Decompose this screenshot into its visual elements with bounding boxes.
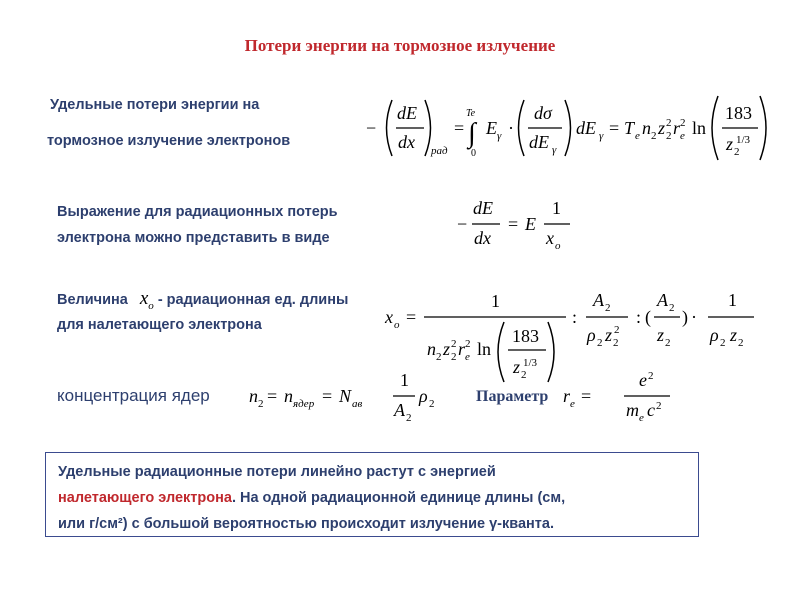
f1-minus: − — [366, 118, 377, 138]
formula-radiative-loss — [362, 88, 782, 168]
f3-z3-sub: 2 — [613, 337, 619, 349]
f4-eq2: = — [322, 386, 333, 406]
f3-rho-sub: 2 — [597, 337, 603, 349]
summary-line1: Удельные радиационные потери линейно растут с энергией — [58, 464, 496, 480]
f3-z5-sub: 2 — [738, 337, 744, 349]
f5-m: m — [626, 400, 639, 420]
f4-eq1: = — [267, 386, 278, 406]
f3-dot: · — [691, 307, 697, 327]
f1-dx: dx — [398, 132, 415, 152]
f3-A2: A — [657, 290, 668, 310]
summary-line2: . На одной радиационной единице длины (см, — [231, 490, 566, 506]
block1-text — [47, 93, 291, 153]
summary-box — [45, 452, 699, 537]
f4-rho-sub: 2 — [429, 398, 435, 410]
f1-gamma-sub2: γ — [552, 144, 557, 156]
f3-n: n — [427, 339, 436, 359]
f3-z: z — [443, 339, 451, 359]
f3-one2: 1 — [728, 290, 737, 310]
f1-r-sup: 2 — [680, 117, 686, 129]
f4-n2: n — [284, 386, 293, 406]
f3-third: 1/3 — [523, 357, 538, 369]
f3-rparen: ) — [682, 307, 688, 327]
summary-line3: или г/см²) с большой вероятностью происходит излучение γ-кванта. — [58, 516, 554, 532]
f4-rho: ρ — [419, 386, 428, 406]
f4-n: n — [249, 386, 258, 406]
f4-N: N — [339, 386, 352, 406]
f3-r: r — [458, 339, 466, 359]
f5-e: e — [639, 370, 647, 390]
concentration-label: концентрация ядер — [57, 386, 210, 405]
f1-n-sub: 2 — [651, 130, 657, 142]
f4-A-sub: 2 — [406, 412, 412, 424]
f3-n-sub: 2 — [436, 351, 442, 363]
f3-A-sub: 2 — [605, 302, 611, 314]
f4-A: A — [394, 400, 405, 420]
f1-183: 183 — [725, 103, 752, 123]
block1-line1: Удельные потери энергии на — [50, 97, 260, 113]
f5-c: c — [647, 400, 655, 420]
f2-eq: = — [508, 214, 519, 234]
page-title: Потери энергии на тормозное излучение — [244, 36, 556, 55]
f2-one: 1 — [552, 198, 561, 218]
block2-line2: электрона можно представить в виде — [57, 230, 330, 246]
f1-r: r — [673, 118, 681, 138]
f1-Egamma: E — [486, 118, 497, 138]
f1-int-upper: Te — [466, 108, 476, 119]
f3-one: 1 — [491, 291, 500, 311]
block2-text — [57, 200, 338, 250]
f3-colon2: : — [636, 307, 642, 327]
f1-z-sub: 2 — [666, 130, 672, 142]
f2-dE: dE — [473, 198, 493, 218]
f3-z2-sub: 2 — [521, 369, 527, 381]
f1-r-sub: e — [680, 130, 685, 142]
f1-gamma-sub3: γ — [599, 130, 604, 142]
f3-r-sub: e — [465, 351, 470, 363]
f3-ln: ln — [477, 339, 492, 359]
f3-r-sup: 2 — [465, 338, 471, 350]
f4-one: 1 — [400, 370, 409, 390]
f4-n-sub: 2 — [258, 398, 264, 410]
f3-z3: z — [605, 325, 613, 345]
f1-z2: z — [726, 134, 734, 154]
f3-z4: z — [657, 325, 665, 345]
f1-dsigma: dσ — [534, 103, 552, 123]
f1-eq2: = — [609, 118, 620, 138]
f3-rho2: ρ — [710, 325, 719, 345]
block1-line2: тормозное излучение электронов — [47, 133, 291, 149]
f2-x: x — [546, 228, 554, 248]
f1-dE: dE — [397, 103, 417, 123]
f5-e-sup: 2 — [648, 370, 654, 382]
parameter-label: Параметр — [476, 388, 549, 405]
f1-z: z — [658, 118, 666, 138]
f3-z-sup: 2 — [451, 338, 457, 350]
f1-dEgamma-den: dE — [529, 132, 549, 152]
f1-rad: рад — [431, 145, 448, 157]
f1-eq1: = — [454, 118, 465, 138]
f1-dEgamma: dE — [576, 118, 596, 138]
f5-c-sup: 2 — [656, 400, 662, 412]
block3-text — [57, 287, 348, 337]
block3-prefix: Величина — [57, 292, 128, 308]
f1-n: n — [642, 118, 651, 138]
block3-suffix: - радиационная ед. длины — [157, 292, 349, 308]
block2-line1: Выражение для радиационных потерь — [57, 204, 338, 220]
f1-int-lower: 0 — [471, 148, 476, 159]
block3-symbol-sub: o — [148, 300, 154, 312]
f1-gamma-sub1: γ — [497, 130, 502, 142]
f3-colon1: : — [572, 307, 578, 327]
f5-m-sub: e — [639, 412, 644, 424]
f3-eq: = — [406, 307, 417, 327]
f3-z2: z — [513, 357, 521, 377]
f3-rho: ρ — [587, 325, 596, 345]
f1-T: T — [624, 118, 635, 138]
f2-dx: dx — [474, 228, 491, 248]
f3-z4-sub: 2 — [665, 337, 671, 349]
f3-rho2-sub: 2 — [720, 337, 726, 349]
formula-radiation-length-loss — [455, 192, 595, 262]
f2-minus: − — [457, 214, 468, 234]
block3-line2: для налетающего электрона — [57, 317, 262, 333]
f1-third: 1/3 — [736, 134, 751, 146]
f5-r: r — [563, 386, 571, 406]
f5-r-sub: e — [570, 398, 575, 410]
f1-ln: ln — [692, 118, 707, 138]
f4-nucl: ядер — [293, 398, 315, 410]
f1-z2-sub: 2 — [734, 146, 740, 158]
f3-z-sub: 2 — [451, 351, 457, 363]
f1-T-sub: e — [635, 130, 640, 142]
f3-x-sub: o — [394, 319, 400, 331]
f1-dot: · — [508, 118, 514, 138]
f3-z5: z — [730, 325, 738, 345]
f3-x: x — [385, 307, 393, 327]
f3-183: 183 — [512, 326, 539, 346]
f3-lparen: ( — [645, 307, 651, 327]
f5-eq: = — [581, 386, 592, 406]
summary-highlight: налетающего электрона — [58, 490, 232, 506]
f1-z-sup: 2 — [666, 117, 672, 129]
f1-integral: ∫ — [468, 118, 476, 149]
f3-A2-sub: 2 — [669, 302, 675, 314]
block3-symbol: x — [139, 288, 149, 309]
formula-nuclei-concentration — [245, 368, 455, 430]
f4-av: ав — [352, 398, 363, 410]
f3-A: A — [593, 290, 604, 310]
f3-z3-sup: 2 — [614, 324, 620, 336]
f2-E: E — [525, 214, 536, 234]
formula-electron-radius — [557, 368, 687, 430]
f2-x-sub: o — [555, 240, 561, 252]
